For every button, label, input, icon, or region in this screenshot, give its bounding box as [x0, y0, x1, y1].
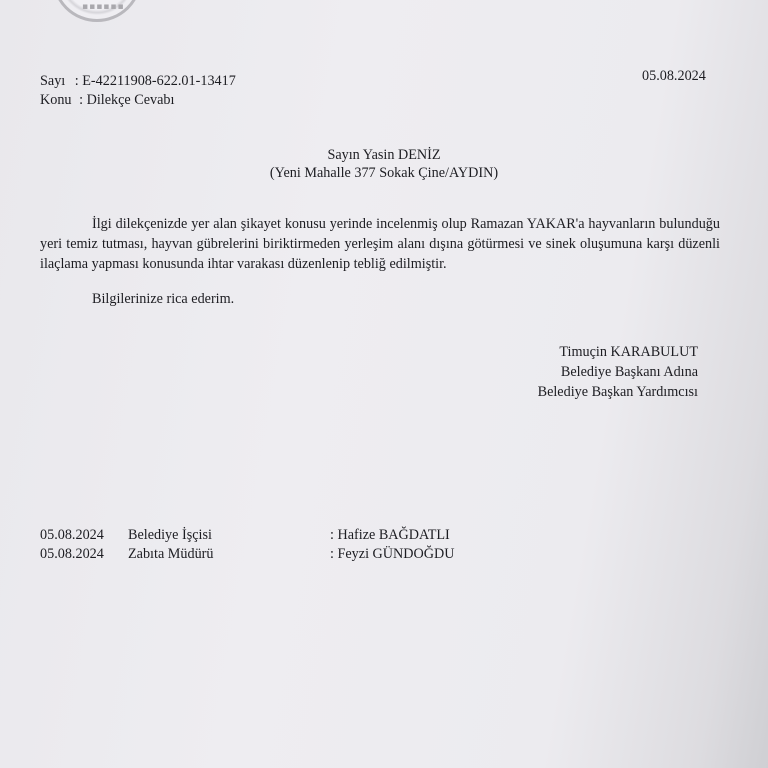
- approval-name: : Hafize BAĞDATLI: [330, 527, 450, 543]
- document-number-row: [40, 72, 236, 90]
- closing-line: Bilgilerinize rica ederim.: [92, 291, 235, 307]
- approval-name: : Feyzi GÜNDOĞDU: [330, 546, 455, 562]
- recipient-name: Sayın Yasin DENİZ: [327, 147, 441, 163]
- signatory-name: Timuçin KARABULUT: [559, 344, 698, 360]
- approval-role: Zabıta Müdürü: [128, 546, 214, 562]
- body-paragraph: İlgi dilekçenizde yer alan şikayet konusu yerinde incelenmiş olup Ramazan YAKAR'a hayvanların bulunduğu yeri temiz tutması, hayvan gübrelerini biriktirmeden yerleşim alanı dışına götürmesi ve sinek oluşumuna karşı düzenli ilaçlama yapması konusunda ihtar varakası düzenlenip tebliğ edilmiştir.: [40, 216, 720, 272]
- signature-block: [538, 342, 698, 402]
- document-subject-value: : Dilekçe Cevabı: [79, 92, 175, 108]
- document-number-label: Sayı: [40, 73, 66, 89]
- signatory-title-1: Belediye Başkanı Adına: [560, 364, 698, 380]
- document-date: 05.08.2024: [642, 68, 706, 84]
- document-subject-row: [40, 91, 174, 109]
- approval-date: 05.08.2024: [40, 527, 104, 543]
- document-subject-label: Konu: [40, 92, 72, 108]
- recipient-address: (Yeni Mahalle 377 Sokak Çine/AYDIN): [269, 165, 499, 181]
- approval-role: Belediye İşçisi: [128, 527, 212, 543]
- signatory-title-2: Belediye Başkan Yardımcısı: [537, 384, 698, 400]
- approval-date: 05.08.2024: [40, 546, 104, 562]
- document-number-value: : E-42211908-622.01-13417: [74, 73, 236, 89]
- seal-decoration: ▪▪▪▪▪▪: [82, 2, 125, 12]
